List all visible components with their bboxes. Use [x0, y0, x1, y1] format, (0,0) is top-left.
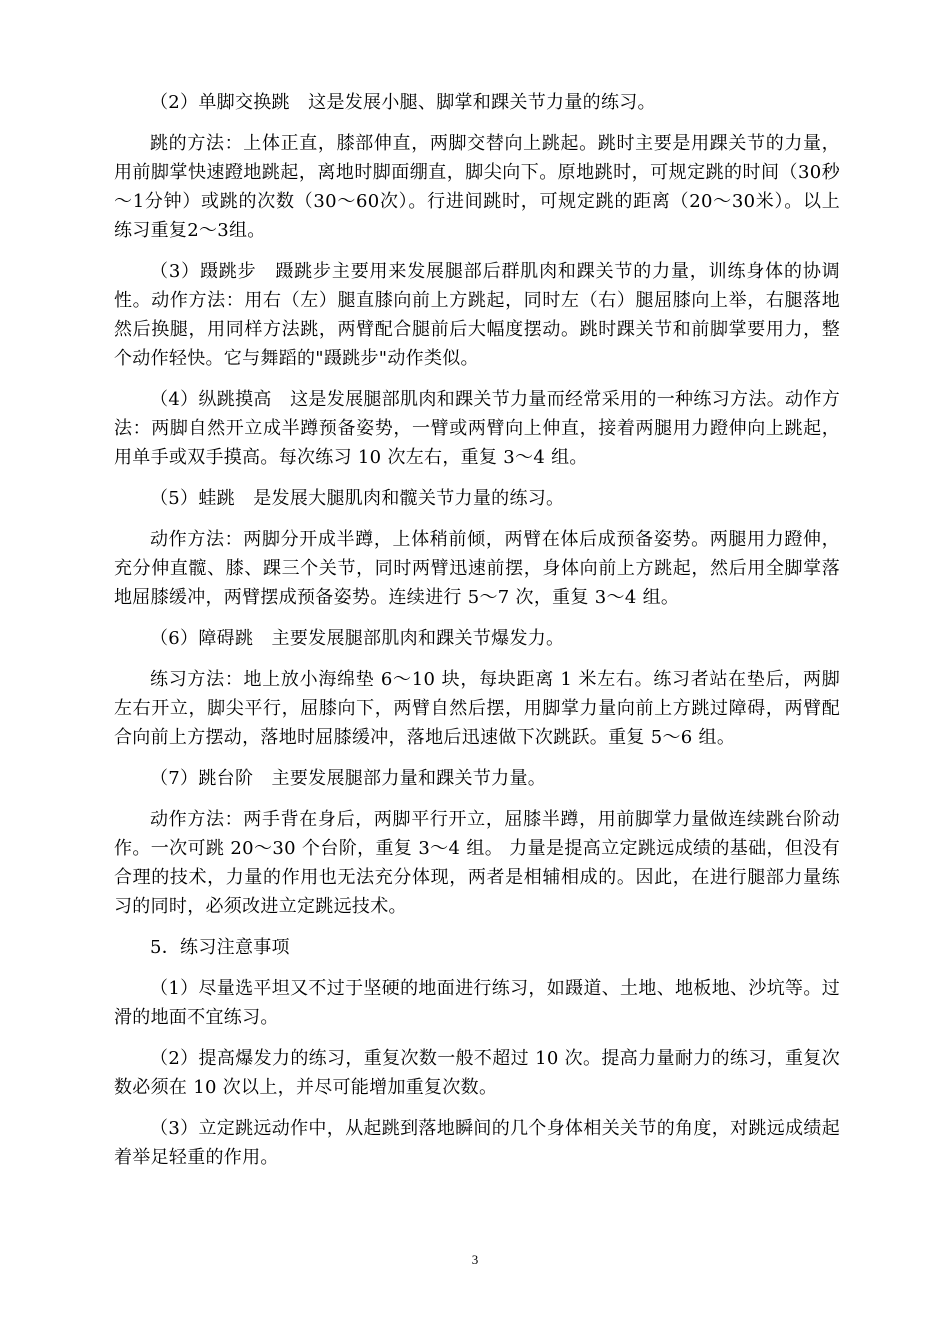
paragraph-frog-jump-heading: （5）蛙跳 是发展大腿肌肉和髋关节力量的练习。	[150, 488, 565, 509]
paragraph-skip-step: （3）蹑跳步 蹑跳步主要用来发展腿部后群肌肉和踝关节的力量，训练身体的协调性。动作方法：用右（左）腿直膝向前上方跳起，同时左（右）腿屈膝向上举，右腿落地然后换腿，用同样方法跳，两臂配合腿前后大幅度摆动。跳时踝关节和前脚掌要用力，整个动作轻快。它与舞蹈的"蹑跳步"动作类似。	[114, 261, 840, 369]
paragraph-precaution-3: （3）立定跳远动作中，从起跳到落地瞬间的几个身体相关关节的角度，对跳远成绩起着举足轻重的作用。	[114, 1118, 840, 1168]
paragraph-precaution-2: （2）提高爆发力的练习，重复次数一般不超过 10 次。提高力量耐力的练习，重复次数必须在 10 次以上，并尽可能增加重复次数。	[114, 1048, 840, 1098]
paragraph-vertical-jump-reach: （4）纵跳摸高 这是发展腿部肌肉和踝关节力量而经常采用的一种练习方法。动作方法：两脚自然开立成半蹲预备姿势，一臂或两臂向上伸直，接着两腿用力蹬伸向上跳起，用单手或双手摸高。每次练习 10 次左右，重复 3～4 组。	[114, 389, 840, 468]
paragraph-step-jump-heading: （7）跳台阶 主要发展腿部力量和踝关节力量。	[150, 768, 547, 789]
paragraph-single-leg-jump-heading: （2）单脚交换跳 这是发展小腿、脚掌和踝关节力量的练习。	[150, 92, 656, 113]
paragraph-hurdle-jump-heading: （6）障碍跳 主要发展腿部肌肉和踝关节爆发力。	[150, 628, 565, 649]
section-heading-precautions: 5．练习注意事项	[150, 937, 290, 958]
paragraph-single-leg-jump-method: 跳的方法：上体正直，膝部伸直，两脚交替向上跳起。跳时主要是用踝关节的力量，用前脚掌快速蹬地跳起，离地时脚面绷直，脚尖向下。原地跳时，可规定跳的时间（30秒～1分钟）或跳的次数（30～60次）。行进间跳时，可规定跳的距离（20～30米）。以上练习重复2～3组。	[114, 133, 840, 241]
paragraph-hurdle-jump-method: 练习方法：地上放小海绵垫 6～10 块，每块距离 1 米左右。练习者站在垫后，两脚左右开立，脚尖平行，屈膝向下，两臂自然后摆，用脚掌力量向前上方跳过障碍，两臂配合向前上方摆动，落地时屈膝缓冲，落地后迅速做下次跳跃。重复 5～6 组。	[114, 669, 840, 748]
page-number: 3	[471, 1252, 479, 1267]
paragraph-precaution-1: （1）尽量选平坦又不过于坚硬的地面进行练习，如蹑道、土地、地板地、沙坑等。过滑的地面不宜练习。	[114, 978, 840, 1028]
paragraph-step-jump-method: 动作方法：两手背在身后，两脚平行开立，屈膝半蹲，用前脚掌力量做连续跳台阶动作。一次可跳 20～30 个台阶，重复 3～4 组。 力量是提高立定跳远成绩的基础，但没有合理的技术，力量的作用也无法充分体现，两者是相辅相成的。因此，在进行腿部力量练习的同时，必须改进立定跳远技术。	[114, 809, 840, 917]
paragraph-frog-jump-method: 动作方法：两脚分开成半蹲，上体稍前倾，两臂在体后成预备姿势。两腿用力蹬伸，充分伸直髋、膝、踝三个关节，同时两臂迅速前摆，身体向前上方跳起，然后用全脚掌落地屈膝缓冲，两臂摆成预备姿势。连续进行 5～7 次，重复 3～4 组。	[114, 529, 840, 608]
body-text	[114, 88, 840, 1184]
